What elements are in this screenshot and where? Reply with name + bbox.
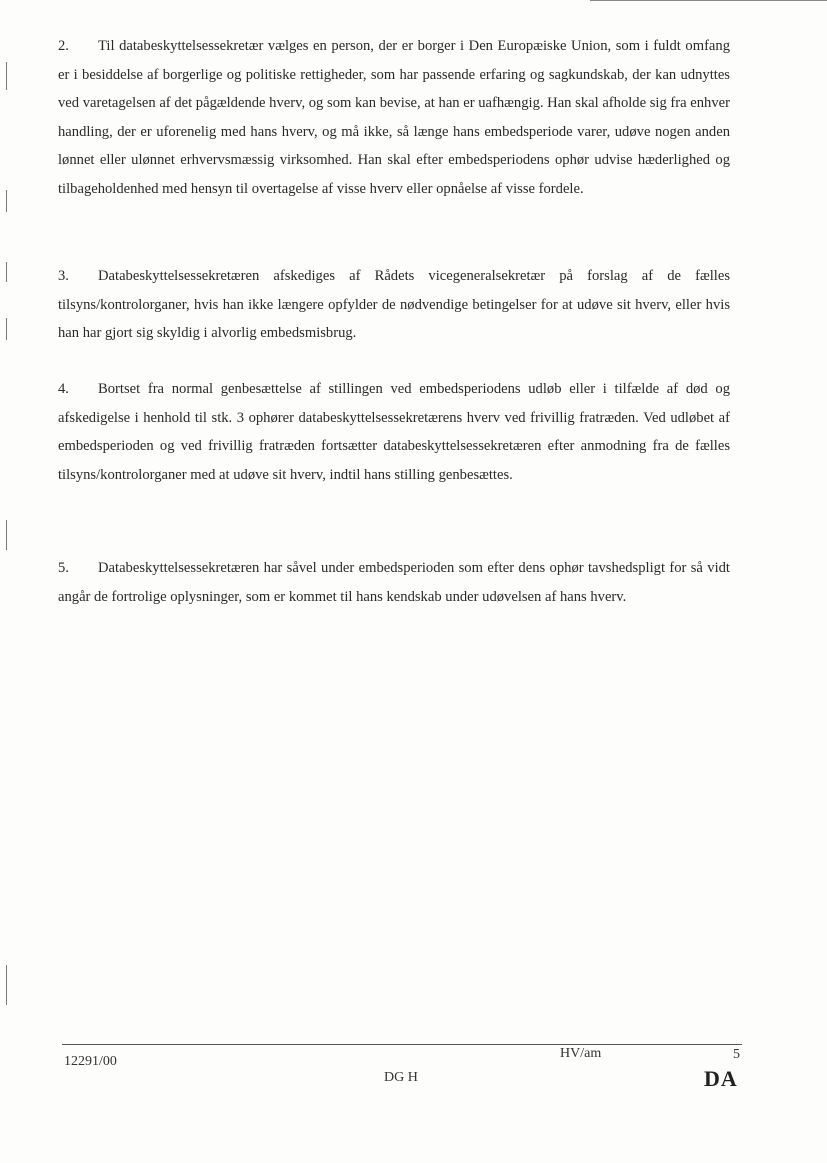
paragraph-2 bbox=[58, 32, 730, 204]
paragraph-number: 2. bbox=[58, 38, 69, 54]
scan-mark bbox=[6, 262, 7, 282]
top-edge-rule bbox=[590, 0, 827, 1]
paragraph-4 bbox=[58, 375, 730, 489]
paragraph-text: Databeskyttelsessekretæren afskediges af Rådets vicegeneralsekretær på forslag af de fælles tilsyns/kontrolorganer, hvis han ikke længere opfylder de nødvendige betingelser for at udøve sit hverv, eller hvis han har gjort sig skyldig i alvorlig embedsmisbrug. bbox=[58, 268, 730, 342]
footer-department: DG H bbox=[384, 1070, 418, 1085]
footer-doc-number: 12291/00 bbox=[64, 1054, 117, 1069]
footer-author-ref: HV/am bbox=[560, 1046, 602, 1061]
scan-mark bbox=[6, 318, 7, 340]
scan-mark bbox=[6, 190, 7, 212]
paragraph-text: Til databeskyttelsessekretær vælges en person, der er borger i Den Europæiske Union, som i fuldt omfang er i besiddelse af borgerlige og politiske rettigheder, som har passende erfaring og sagkundskab, der kan udnyttes ved varetagelsen af det pågældende hverv, og som kan bevise, at han er uafhængig. Han skal afholde sig fra enhver handling, der er uforenelig med hans hverv, og må ikke, så længe hans embedsperiode varer, udøve nogen anden lønnet eller ulønnet erhvervsmæssig virksomhed. Han skal efter embedsperiodens ophør udvise hæderlighed og tilbageholdenhed med hensyn til overtagelse af visse hverv eller opnåelse af visse fordele. bbox=[58, 38, 730, 197]
paragraph-text: Databeskyttelsessekretæren har såvel under embedsperioden som efter dens ophør tavshedspligt for så vidt angår de fortrolige oplysninger, som er kommet til hans kendskab under udøvelsen af hans hverv. bbox=[58, 560, 730, 605]
footer-language-code: DA bbox=[704, 1066, 738, 1091]
scan-mark bbox=[6, 965, 7, 1005]
paragraph-number: 3. bbox=[58, 268, 69, 284]
scan-mark bbox=[6, 520, 7, 550]
footer-rule bbox=[62, 1044, 742, 1045]
footer-page-number: 5 bbox=[733, 1047, 740, 1062]
paragraph-number: 5. bbox=[58, 560, 69, 576]
paragraph-text: Bortset fra normal genbesættelse af stillingen ved embedsperiodens udløb eller i tilfælde af død og afskedigelse i henhold til stk. 3 ophører databeskyttelsessekretærens hverv ved frivillig fratræden. Ved udløbet af embedsperioden og ved frivillig fratræden fortsætter databeskyttelsessekretæren efter anmodning fra de fælles tilsyns/kontrolorganer med at udøve sit hverv, indtil hans stilling genbesættes. bbox=[58, 381, 730, 483]
scan-mark bbox=[6, 62, 7, 90]
paragraph-3 bbox=[58, 262, 730, 348]
paragraph-number: 4. bbox=[58, 381, 69, 397]
paragraph-5 bbox=[58, 554, 730, 611]
